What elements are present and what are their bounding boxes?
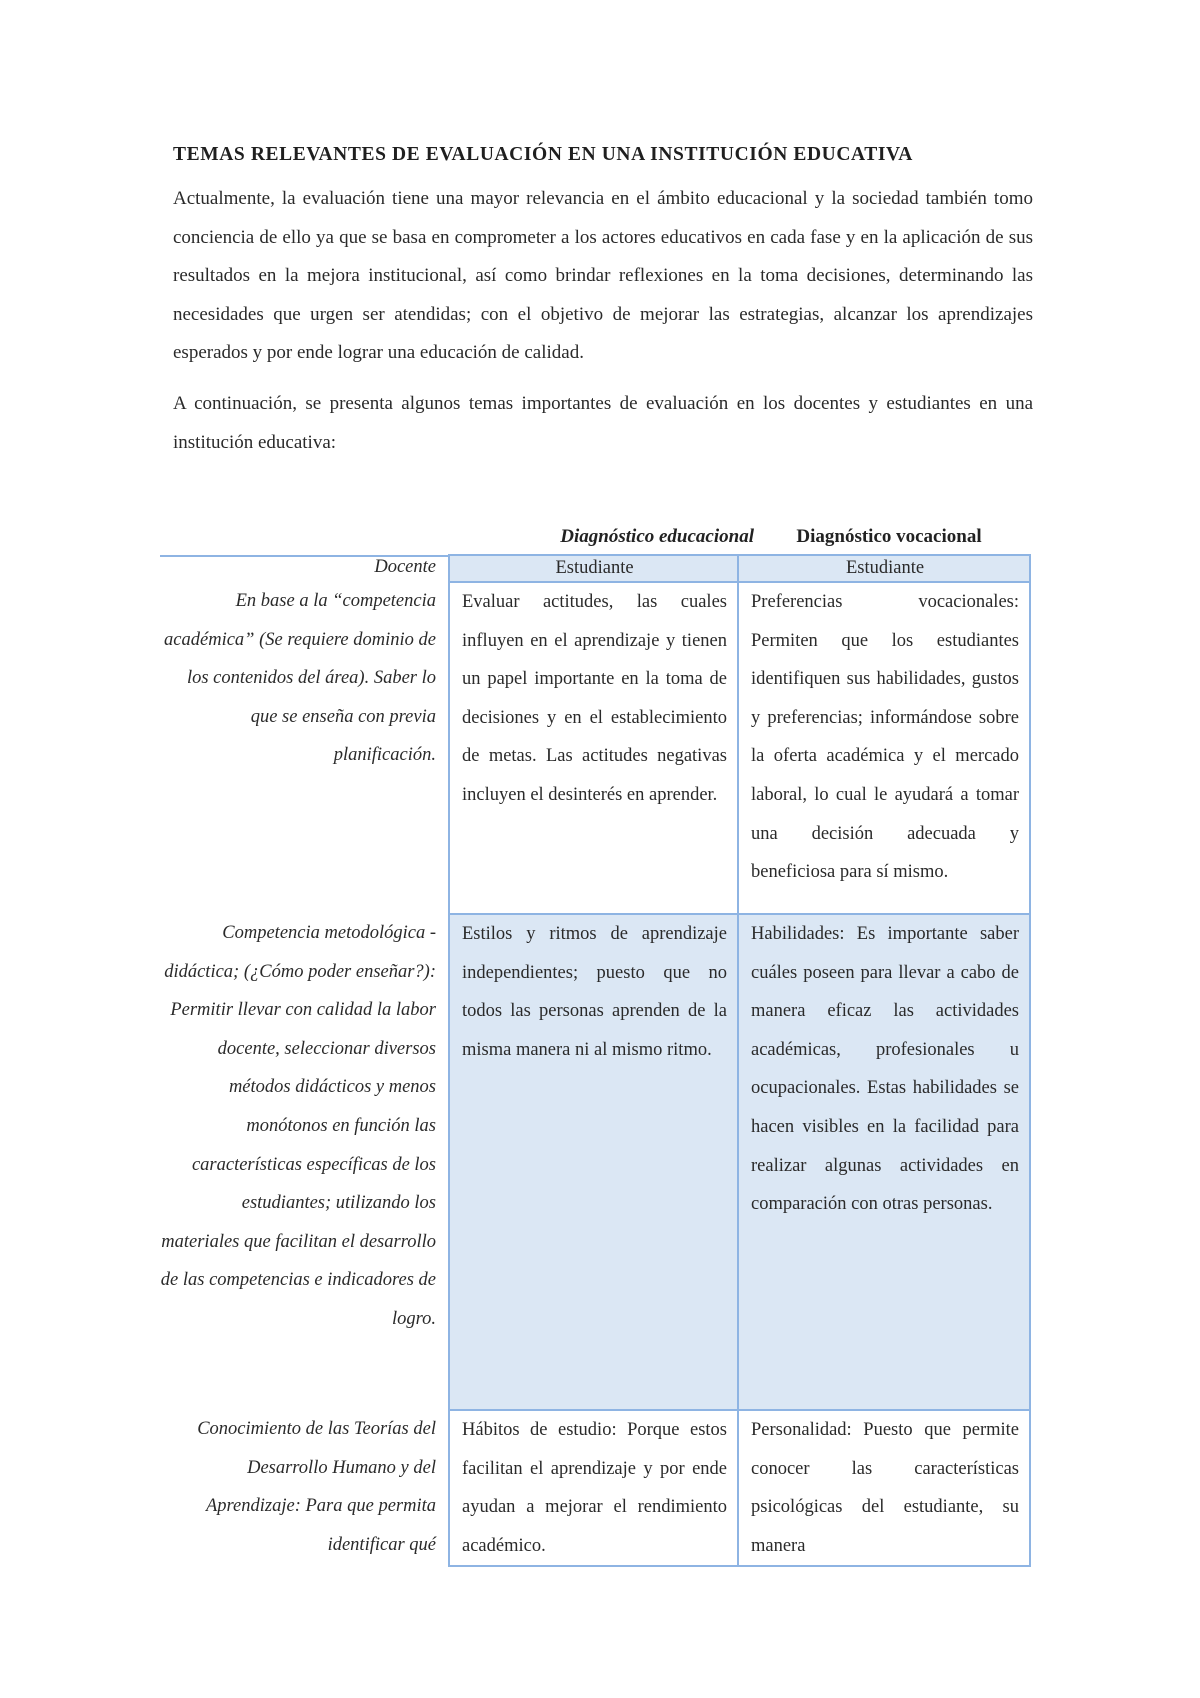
subheader-docente: Docente [374,557,436,577]
vocacional-cell: Personalidad: Puesto que permite conocer las características psicológicas del estudiante, su manera [738,1410,1030,1566]
educacional-cell: Hábitos de estudio: Porque estos facilitan el aprendizaje y por ende ayudan a mejorar el rendimiento académico. [449,1410,738,1566]
educacional-cell: Estilos y ritmos de aprendizaje independientes; puesto que no todos las personas aprenden de la misma manera ni al mismo ritmo. [449,914,738,1410]
docente-cell: Competencia metodológica - didáctica; (¿Cómo poder enseñar?): Permitir llevar con calidad la labor docente, seleccionar diversos métodos didácticos y menos monótonos en función las características específicas de los estudiantes; utilizando los materiales que facilitan el desarrollo de las competencias e indicadores de logro. [160,923,436,1329]
intro-paragraph: Actualmente, la evaluación tiene una mayor relevancia en el ámbito educacional y la sociedad también tomo conciencia de ello ya que se basa en comprometer a los actores educativos en cada fase y en la aplicación de sus resultados en la mejora institucional, así como brindar reflexiones en la toma decisiones, determinando las necesidades que urgen ser atendidas; con el objetivo de mejorar las estrategias, alcanzar los aprendizajes esperados y por ende lograr una educación de calidad. [173,188,1033,364]
document-title: TEMAS RELEVANTES DE EVALUACIÓN EN UNA INSTITUCIÓN EDUCATIVA [173,144,913,165]
vocacional-cell: Preferencias vocacionales: Permiten que los estudiantes identifiquen sus habilidades, gustos y preferencias; informándose sobre la oferta académica y el mercado laboral, lo cual le ayudará a tomar una decisión adecuada y beneficiosa para sí mismo. [738,582,1030,914]
header-diagnostico-educacional: Diagnóstico educacional [560,526,754,547]
table-row [160,914,1030,1410]
evaluation-table [160,522,1030,1556]
docente-cell: En base a la “competencia académica” (Se requiere dominio de los contenidos del área). Saber lo que se enseña con previa planificación. [164,591,436,766]
table-row [160,582,1030,914]
vocacional-cell: Habilidades: Es importante saber cuáles poseen para llevar a cabo de manera eficaz las actividades académicas, profesionales u ocupacionales. Estas habilidades se hacen visibles en la facilidad para realizar algunas actividades en comparación con otras personas. [738,914,1030,1410]
document-body [173,140,1033,462]
table-row [160,1410,1030,1566]
docente-cell: Conocimiento de las Teorías del Desarrollo Humano y del Aprendizaje: Para que permita identificar qué [197,1419,436,1555]
educacional-cell: Evaluar actitudes, las cuales influyen en el aprendizaje y tienen un papel importante en la toma de decisiones y en el establecimiento de metas. Las actitudes negativas incluyen el desinterés en aprender. [449,582,738,914]
subheader-estudiante-vocacional: Estudiante [738,555,1030,582]
evaluation-grid [160,554,1031,1567]
lead-in-paragraph: A continuación, se presenta algunos temas importantes de evaluación en los docentes y estudiantes en una institución educativa: [173,392,1033,453]
table-column-headers [160,522,1030,554]
header-diagnostico-vocacional: Diagnóstico vocacional [796,526,982,547]
table-subheader-row [160,555,1030,582]
subheader-estudiante-educacional: Estudiante [449,555,738,582]
